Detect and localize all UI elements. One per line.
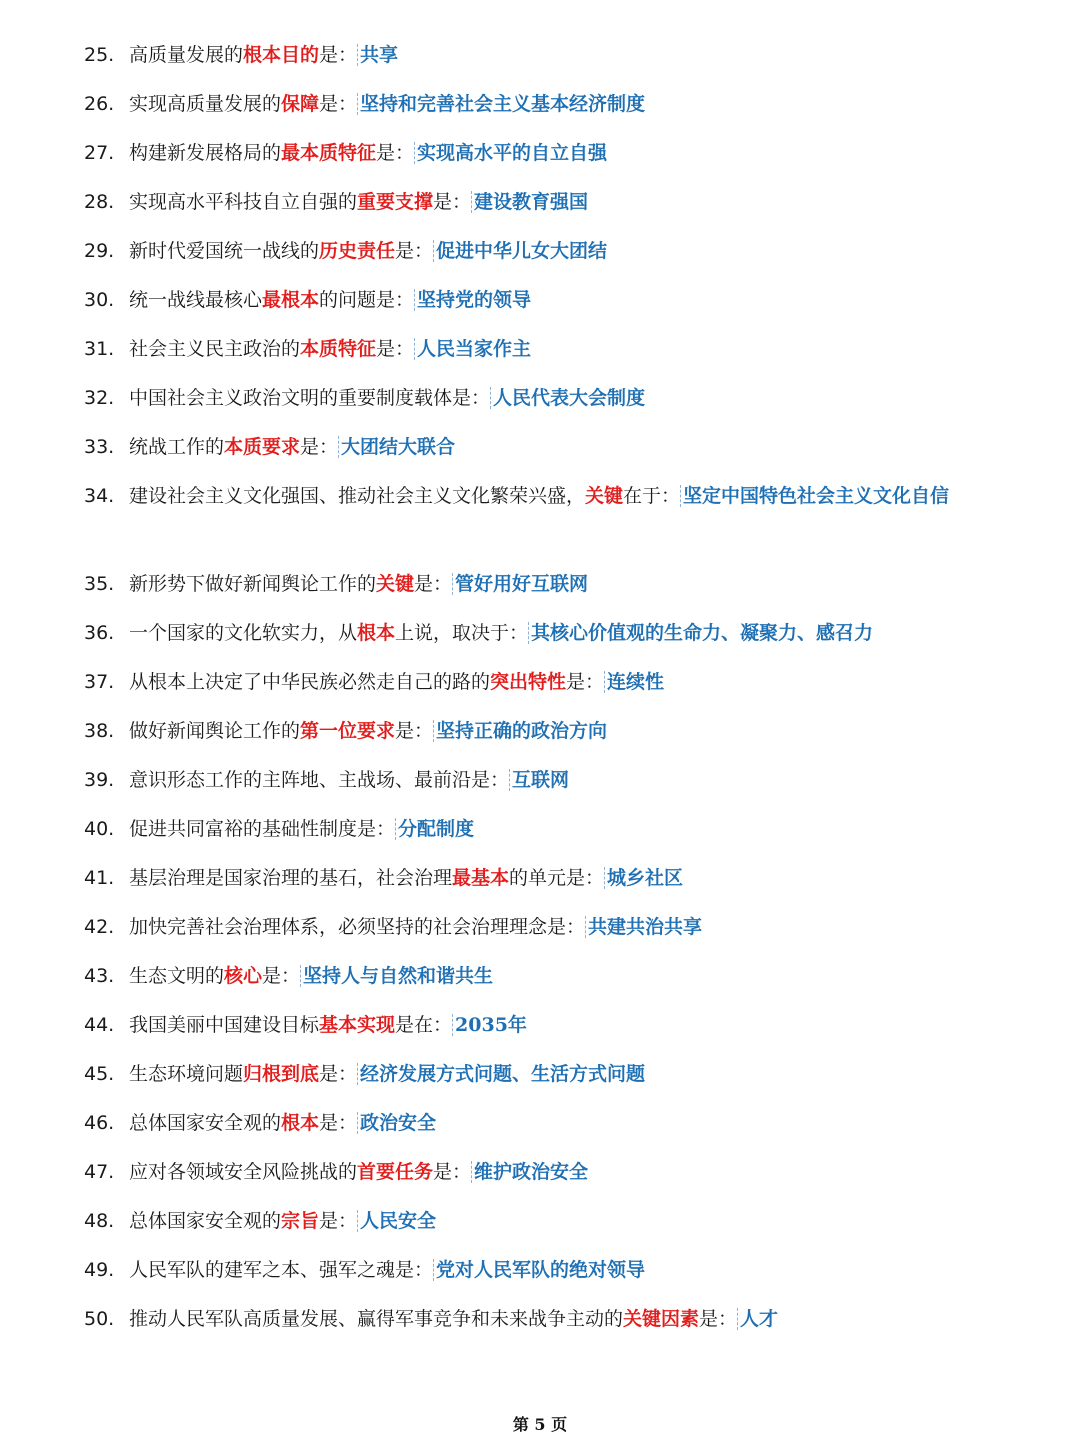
list-item bbox=[84, 281, 994, 330]
list-item bbox=[84, 859, 994, 908]
key-term: 本质特征 bbox=[300, 338, 377, 360]
question-text: 我国美丽中国建设目标 bbox=[129, 1014, 320, 1036]
item-number: 48. bbox=[84, 1210, 115, 1232]
question-suffix: 是： bbox=[319, 44, 358, 66]
answer-text: 其核心价值观的生命力、凝聚力、感召力 bbox=[528, 622, 873, 644]
question-suffix: 是： bbox=[319, 1063, 358, 1085]
question-suffix: 是： bbox=[319, 1210, 358, 1232]
list-item bbox=[84, 477, 994, 565]
answer-text: 共建共治共享 bbox=[585, 916, 702, 938]
list-item bbox=[84, 1104, 994, 1153]
list-item bbox=[84, 379, 994, 428]
question-list bbox=[84, 36, 994, 1349]
key-term: 宗旨 bbox=[281, 1210, 320, 1232]
question-text: 高质量发展的 bbox=[129, 44, 244, 66]
question-suffix: 是： bbox=[699, 1308, 738, 1330]
item-number: 41. bbox=[84, 867, 115, 889]
question-suffix: 是： bbox=[433, 191, 472, 213]
item-number: 47. bbox=[84, 1161, 115, 1183]
answer-text: 坚持正确的政治方向 bbox=[433, 720, 607, 742]
question-text: 中国社会主义政治文明的重要制度载体是： bbox=[129, 387, 491, 409]
answer-text: 共享 bbox=[357, 44, 398, 66]
answer-text: 管好用好互联网 bbox=[452, 573, 588, 595]
item-number: 44. bbox=[84, 1014, 115, 1036]
item-number: 34. bbox=[84, 485, 115, 507]
question-text: 人民军队的建军之本、强军之魂是： bbox=[129, 1259, 434, 1281]
list-item bbox=[84, 1202, 994, 1251]
key-term: 关键 bbox=[376, 573, 415, 595]
key-term: 突出特性 bbox=[490, 671, 567, 693]
question-suffix: 上说，取决于： bbox=[395, 622, 529, 644]
list-item bbox=[84, 1153, 994, 1202]
list-item bbox=[84, 810, 994, 859]
list-item bbox=[84, 36, 994, 85]
list-item bbox=[84, 134, 994, 183]
list-item bbox=[84, 712, 994, 761]
question-suffix: 是： bbox=[566, 671, 605, 693]
question-text: 从根本上决定了中华民族必然走自己的路的 bbox=[129, 671, 491, 693]
question-suffix: 是： bbox=[319, 93, 358, 115]
question-text: 总体国家安全观的 bbox=[129, 1210, 282, 1232]
answer-text: 坚定中国特色社会主义文化自信 bbox=[680, 485, 949, 507]
answer-text: 互联网 bbox=[509, 769, 569, 791]
item-number: 39. bbox=[84, 769, 115, 791]
question-suffix: 的单元是： bbox=[509, 867, 605, 889]
key-term: 根本 bbox=[357, 622, 396, 644]
question-suffix: 是： bbox=[262, 965, 301, 987]
question-suffix: 是： bbox=[395, 240, 434, 262]
answer-text: 坚持和完善社会主义基本经济制度 bbox=[357, 93, 645, 115]
question-suffix: 是： bbox=[300, 436, 339, 458]
answer-text: 党对人民军队的绝对领导 bbox=[433, 1259, 645, 1281]
answer-text: 连续性 bbox=[604, 671, 664, 693]
key-term: 历史责任 bbox=[319, 240, 396, 262]
key-term: 最本质特征 bbox=[281, 142, 377, 164]
item-number: 29. bbox=[84, 240, 115, 262]
item-number: 42. bbox=[84, 916, 115, 938]
answer-text: 人民当家作主 bbox=[414, 338, 531, 360]
list-item bbox=[84, 1055, 994, 1104]
list-item bbox=[84, 183, 994, 232]
list-item bbox=[84, 1251, 994, 1300]
list-item bbox=[84, 232, 994, 281]
item-number: 35. bbox=[84, 573, 115, 595]
item-number: 33. bbox=[84, 436, 115, 458]
item-number: 30. bbox=[84, 289, 115, 311]
question-text: 基层治理是国家治理的基石，社会治理 bbox=[129, 867, 453, 889]
question-text: 社会主义民主政治的 bbox=[129, 338, 301, 360]
question-text: 建设社会主义文化强国、推动社会主义文化繁荣兴盛， bbox=[129, 485, 586, 507]
question-suffix: 是： bbox=[433, 1161, 472, 1183]
item-number: 46. bbox=[84, 1112, 115, 1134]
question-suffix: 是： bbox=[395, 720, 434, 742]
question-text: 构建新发展格局的 bbox=[129, 142, 282, 164]
answer-text: 坚持党的领导 bbox=[414, 289, 531, 311]
question-text: 一个国家的文化软实力，从 bbox=[129, 622, 358, 644]
list-item bbox=[84, 428, 994, 477]
question-text: 生态环境问题 bbox=[129, 1063, 244, 1085]
item-number: 37. bbox=[84, 671, 115, 693]
item-number: 32. bbox=[84, 387, 115, 409]
item-number: 38. bbox=[84, 720, 115, 742]
item-number: 36. bbox=[84, 622, 115, 644]
question-text: 生态文明的 bbox=[129, 965, 225, 987]
key-term: 最根本 bbox=[262, 289, 320, 311]
item-number: 50. bbox=[84, 1308, 115, 1330]
answer-text: 实现高水平的自立自强 bbox=[414, 142, 607, 164]
list-item bbox=[84, 565, 994, 614]
key-term: 根本目的 bbox=[243, 44, 320, 66]
answer-text: 城乡社区 bbox=[604, 867, 683, 889]
item-number: 45. bbox=[84, 1063, 115, 1085]
key-term: 重要支撑 bbox=[357, 191, 434, 213]
list-item bbox=[84, 85, 994, 134]
list-item bbox=[84, 330, 994, 379]
key-term: 保障 bbox=[281, 93, 320, 115]
answer-text: 经济发展方式问题、生活方式问题 bbox=[357, 1063, 645, 1085]
list-item bbox=[84, 908, 994, 957]
question-suffix: 在于： bbox=[623, 485, 681, 507]
key-term: 首要任务 bbox=[357, 1161, 434, 1183]
key-term: 核心 bbox=[224, 965, 263, 987]
question-text: 意识形态工作的主阵地、主战场、最前沿是： bbox=[129, 769, 510, 791]
key-term: 最基本 bbox=[452, 867, 510, 889]
item-number: 27. bbox=[84, 142, 115, 164]
item-number: 40. bbox=[84, 818, 115, 840]
list-item bbox=[84, 663, 994, 712]
key-term: 本质要求 bbox=[224, 436, 301, 458]
answer-text: 分配制度 bbox=[395, 818, 474, 840]
question-text: 促进共同富裕的基础性制度是： bbox=[129, 818, 396, 840]
key-term: 第一位要求 bbox=[300, 720, 396, 742]
answer-text: 建设教育强国 bbox=[471, 191, 588, 213]
question-text: 新时代爱国统一战线的 bbox=[129, 240, 320, 262]
key-term: 归根到底 bbox=[243, 1063, 320, 1085]
question-text: 应对各领域安全风险挑战的 bbox=[129, 1161, 358, 1183]
item-number: 49. bbox=[84, 1259, 115, 1281]
question-text: 做好新闻舆论工作的 bbox=[129, 720, 301, 742]
question-text: 统一战线最核心 bbox=[129, 289, 263, 311]
answer-text: 2035年 bbox=[452, 1014, 527, 1036]
question-suffix: 是： bbox=[414, 573, 453, 595]
item-number: 26. bbox=[84, 93, 115, 115]
question-suffix: 是： bbox=[319, 1112, 358, 1134]
item-number: 28. bbox=[84, 191, 115, 213]
answer-text: 坚持人与自然和谐共生 bbox=[300, 965, 493, 987]
question-text: 统战工作的 bbox=[129, 436, 225, 458]
item-number: 31. bbox=[84, 338, 115, 360]
answer-text: 促进中华儿女大团结 bbox=[433, 240, 607, 262]
item-number: 25. bbox=[84, 44, 115, 66]
answer-text: 大团结大联合 bbox=[338, 436, 455, 458]
question-suffix: 是在： bbox=[395, 1014, 453, 1036]
answer-text: 人民安全 bbox=[357, 1210, 436, 1232]
question-text: 总体国家安全观的 bbox=[129, 1112, 282, 1134]
answer-text: 人民代表大会制度 bbox=[490, 387, 645, 409]
list-item bbox=[84, 614, 994, 663]
page-number: 第 5 页 bbox=[512, 1415, 568, 1434]
key-term: 基本实现 bbox=[319, 1014, 396, 1036]
question-text: 新形势下做好新闻舆论工作的 bbox=[129, 573, 377, 595]
question-text: 实现高质量发展的 bbox=[129, 93, 282, 115]
answer-text: 人才 bbox=[737, 1308, 778, 1330]
answer-text: 政治安全 bbox=[357, 1112, 436, 1134]
key-term: 关键因素 bbox=[623, 1308, 700, 1330]
question-suffix: 是： bbox=[376, 338, 415, 360]
question-suffix: 是： bbox=[376, 142, 415, 164]
key-term: 关键 bbox=[585, 485, 624, 507]
list-item bbox=[84, 1006, 994, 1055]
list-item bbox=[84, 957, 994, 1006]
question-text: 实现高水平科技自立自强的 bbox=[129, 191, 358, 213]
list-item bbox=[84, 761, 994, 810]
question-text: 加快完善社会治理体系，必须坚持的社会治理理念是： bbox=[129, 916, 586, 938]
key-term: 根本 bbox=[281, 1112, 320, 1134]
item-number: 43. bbox=[84, 965, 115, 987]
answer-text: 维护政治安全 bbox=[471, 1161, 588, 1183]
list-item bbox=[84, 1300, 994, 1349]
question-text: 推动人民军队高质量发展、赢得军事竞争和未来战争主动的 bbox=[129, 1308, 624, 1330]
question-suffix: 的问题是： bbox=[319, 289, 415, 311]
